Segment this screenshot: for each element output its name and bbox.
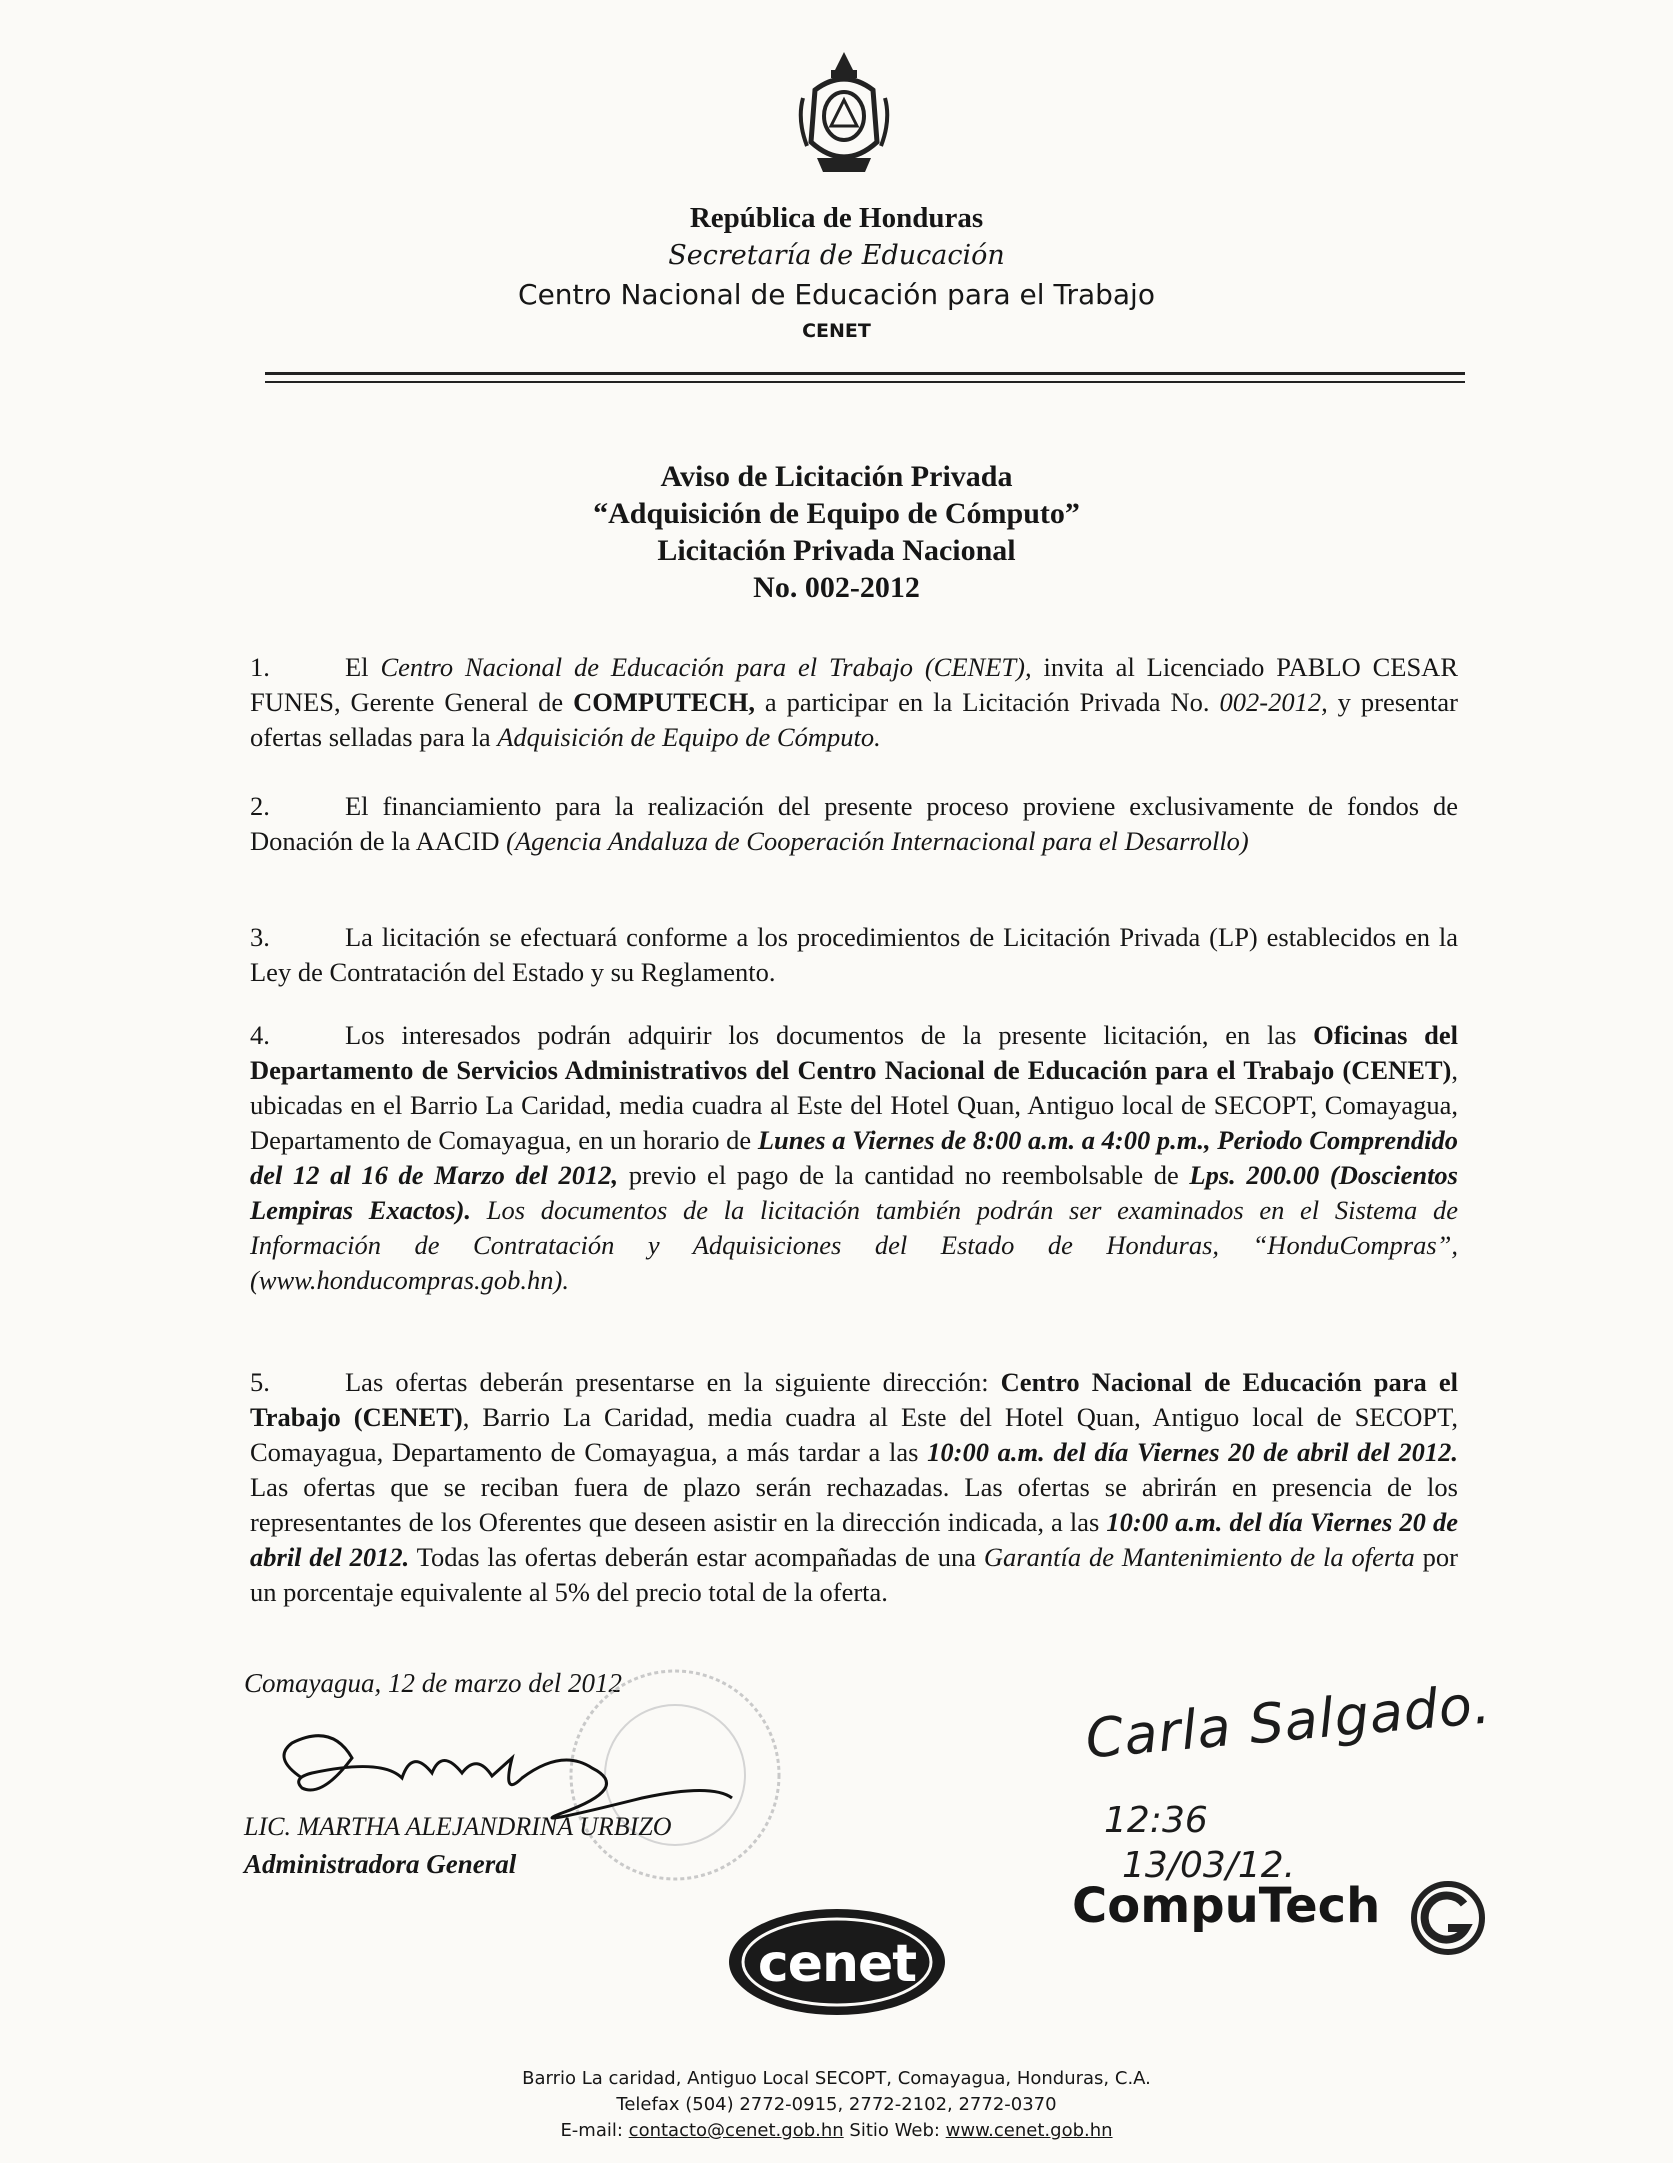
paragraph-number: 1. (250, 652, 270, 682)
notice-number: No. 002-2012 (753, 571, 920, 604)
text: , Barrio La Caridad, media cuadra al Este del Hotel Quan, Antiguo local de SECOPT, Comayagua, Departamento de Comayagua, a más tardar a las (250, 1402, 1459, 1467)
signer-name: LIC. MARTHA ALEJANDRINA URBIZO (244, 1812, 672, 1841)
footer-phone: Telefax (504) 2772-0915, 2772-2102, 2772-0370 (616, 2094, 1057, 2115)
email-link[interactable]: contacto@cenet.gob.hn (628, 2120, 844, 2141)
text: 10:00 a.m. del día Viernes 20 de abril del 2012. (927, 1437, 1458, 1467)
header-country: República de Honduras (689, 202, 984, 234)
header-ministry: Secretaría de Educación (668, 240, 1005, 271)
computech-stamp-text: CompuTech (1072, 1878, 1381, 1934)
text: Todas las ofertas deberán estar acompañadas de una (409, 1542, 984, 1572)
notice-type: Licitación Privada Nacional (657, 534, 1016, 567)
notice-title: Aviso de Licitación Privada (660, 460, 1013, 493)
text: Garantía de Mantenimiento de la oferta (983, 1542, 1415, 1572)
text: previo el pago de la cantidad no reembolsable de (618, 1160, 1190, 1190)
header-center: Centro Nacional de Educación para el Trabajo (518, 278, 1155, 311)
cenet-logo-text: cenet (757, 1934, 917, 1994)
text: COMPUTECH, (573, 687, 755, 717)
text: 002-2012, (1219, 687, 1328, 717)
text: Las ofertas deberán presentarse en la siguiente dirección: (345, 1367, 1001, 1397)
paragraph-2 (250, 789, 1458, 859)
text: , ubicadas en el Barrio La Caridad, media cuadra al Este del Hotel Quan, Antiguo local de SECOPT, Comayagua, Departamento de Comayagua, en un horario de (250, 1055, 1458, 1155)
footer-contact (0, 2120, 1673, 2141)
text: y presentar ofertas selladas para la (250, 687, 1458, 752)
paragraph-number: 3. (250, 922, 270, 952)
text: Centro Nacional de Educación para el Trabajo (CENET) (250, 1367, 1458, 1432)
paragraph-3 (250, 920, 1458, 990)
text: 10:00 a.m. del día Viernes 20 de abril del 2012. (250, 1507, 1458, 1572)
text: invita al Licenciado PABLO CESAR FUNES, Gerente General de (250, 652, 1458, 717)
coat-of-arms-icon (795, 50, 893, 178)
paragraph-number: 4. (250, 1020, 270, 1050)
paragraph-5 (250, 1365, 1458, 1610)
text: El financiamiento para la realización del presente proceso proviene exclusivamente de fondos de Donación de la AACID (250, 791, 1458, 856)
email-label: E-mail: (560, 2120, 629, 2141)
place-date: Comayagua, 12 de marzo del 2012 (244, 1668, 622, 1698)
text: Centro Nacional de Educación para el Trabajo (CENET), (380, 652, 1032, 682)
text: (Agencia Andaluza de Cooperación Internacional para el Desarrollo) (506, 826, 1249, 856)
text: Los documentos de la licitación también podrán ser examinados en el Sistema de Información de Contratación y Adquisiciones del Estado de Honduras, “HonduCompras”, (www.honducompras.gob.hn). (250, 1195, 1458, 1295)
receiver-handwritten-time: 12:36 (1104, 1800, 1208, 1841)
paragraph-number: 2. (250, 791, 270, 821)
paragraph-4 (250, 1018, 1458, 1298)
text: Los interesados podrán adquirir los documentos de la presente licitación, en las (345, 1020, 1314, 1050)
computech-logo-icon (1408, 1878, 1488, 1958)
paragraph-number: 5. (250, 1367, 270, 1397)
header-divider (265, 381, 1465, 383)
footer-address: Barrio La caridad, Antiguo Local SECOPT, Comayagua, Honduras, C.A. (522, 2068, 1151, 2089)
website-link[interactable]: www.cenet.gob.hn (945, 2120, 1113, 2141)
text: a participar en la Licitación Privada No. (754, 687, 1220, 717)
receiver-handwritten-date: 13/03/12. (1122, 1845, 1296, 1886)
header-divider (265, 372, 1465, 375)
text: por un porcentaje equivalente al 5% del precio total de la oferta. (250, 1542, 1458, 1607)
text: Oficinas del Departamento de Servicios Administrativos del Centro Nacional de Educación para el Trabajo (CENET) (250, 1020, 1458, 1085)
notice-subject: “Adquisición de Equipo de Cómputo” (593, 497, 1080, 530)
signer-role: Administradora General (244, 1849, 517, 1879)
text: Lunes a Viernes de 8:00 a.m. a 4:00 p.m., Periodo Comprendido del 12 al 16 de Marzo del 2012, (250, 1125, 1458, 1190)
text: Adquisición de Equipo de Cómputo. (497, 722, 881, 752)
header-acronym: CENET (802, 320, 871, 342)
text: El (345, 652, 381, 682)
receiver-handwritten-name: Carla Salgado. (1083, 1672, 1494, 1771)
web-label: Sitio Web: (843, 2120, 946, 2141)
text: Las ofertas que se reciban fuera de plazo serán rechazadas. Las ofertas se abrirán en presencia de los representantes de los Oferentes que deseen asistir en la dirección indicada, a las (250, 1472, 1458, 1537)
paragraph-1 (250, 650, 1458, 755)
text: Lps. 200.00 (Doscientos Lempiras Exactos). (250, 1160, 1458, 1225)
text: La licitación se efectuará conforme a los procedimientos de Licitación Privada (LP) establecidos en la Ley de Contratación del Estado y su Reglamento. (250, 922, 1458, 987)
